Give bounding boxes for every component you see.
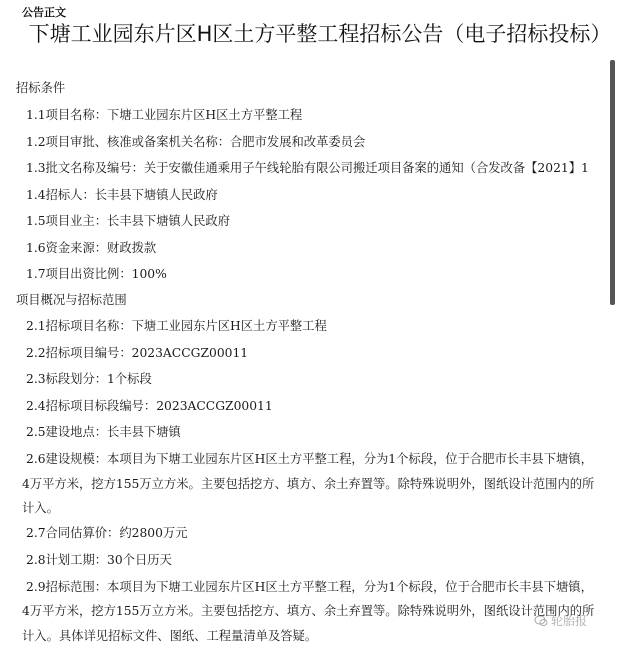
section-heading-overview: 项目概况与招标范围: [16, 293, 127, 307]
list-item: 2.2招标项目编号：2023ACCGZ00011: [26, 346, 249, 360]
scrollbar[interactable]: [610, 60, 615, 305]
list-item: 1.6资金来源：财政拨款: [26, 241, 157, 255]
list-item-continued: 计入。具体详见招标文件、图纸、工程量清单及答疑。: [22, 629, 318, 643]
notice-body-tag: 公告正文: [22, 6, 66, 19]
watermark-text: 轮胎报: [551, 614, 588, 628]
list-item: 1.7项目出资比例：100%: [26, 267, 167, 281]
list-item: 2.9招标范围：本项目为下塘工业园东片区H区土方平整工程，分为1个标段，位于合肥市长丰县下塘镇，: [26, 580, 593, 594]
list-item-continued: 4万平方米，挖方155万立方米。主要包括挖方、填方、余土弃置等。除特殊说明外，图纸设计范围内的所: [22, 604, 595, 618]
list-item: 1.3批文名称及编号：关于安徽佳通乘用子午线轮胎有限公司搬迁项目备案的通知（合发改备【2021】1: [26, 161, 589, 175]
list-item: 2.7合同估算价：约2800万元: [26, 526, 188, 540]
list-item: 2.4招标项目标段编号：2023ACCGZ00011: [26, 399, 273, 413]
list-item: 2.8计划工期：30个日历天: [26, 553, 172, 567]
page-title: 下塘工业园东片区H区土方平整工程招标公告（电子招标投标）: [28, 22, 612, 46]
list-item: 1.2项目审批、核准或备案机关名称：合肥市发展和改革委员会: [26, 135, 366, 149]
list-item: 1.5项目业主：长丰县下塘镇人民政府: [26, 214, 231, 228]
chat-bubble-icon: [534, 615, 548, 627]
watermark: [534, 612, 587, 629]
list-item: 1.4招标人：长丰县下塘镇人民政府: [26, 188, 218, 202]
list-item: 2.3标段划分：1个标段: [26, 372, 152, 386]
list-item: 2.5建设地点：长丰县下塘镇: [26, 425, 181, 439]
list-item-continued: 计入。: [22, 501, 59, 515]
list-item: 1.1项目名称：下塘工业园东片区H区土方平整工程: [26, 108, 303, 122]
section-heading-conditions: 招标条件: [16, 81, 66, 95]
list-item-continued: 4万平方米，挖方155万立方米。主要包括挖方、填方、余土弃置等。除特殊说明外，图纸设计范围内的所: [22, 477, 595, 491]
list-item: 2.1招标项目名称：下塘工业园东片区H区土方平整工程: [26, 319, 327, 333]
list-item: 2.6建设规模：本项目为下塘工业园东片区H区土方平整工程，分为1个标段，位于合肥市长丰县下塘镇，: [26, 452, 593, 466]
